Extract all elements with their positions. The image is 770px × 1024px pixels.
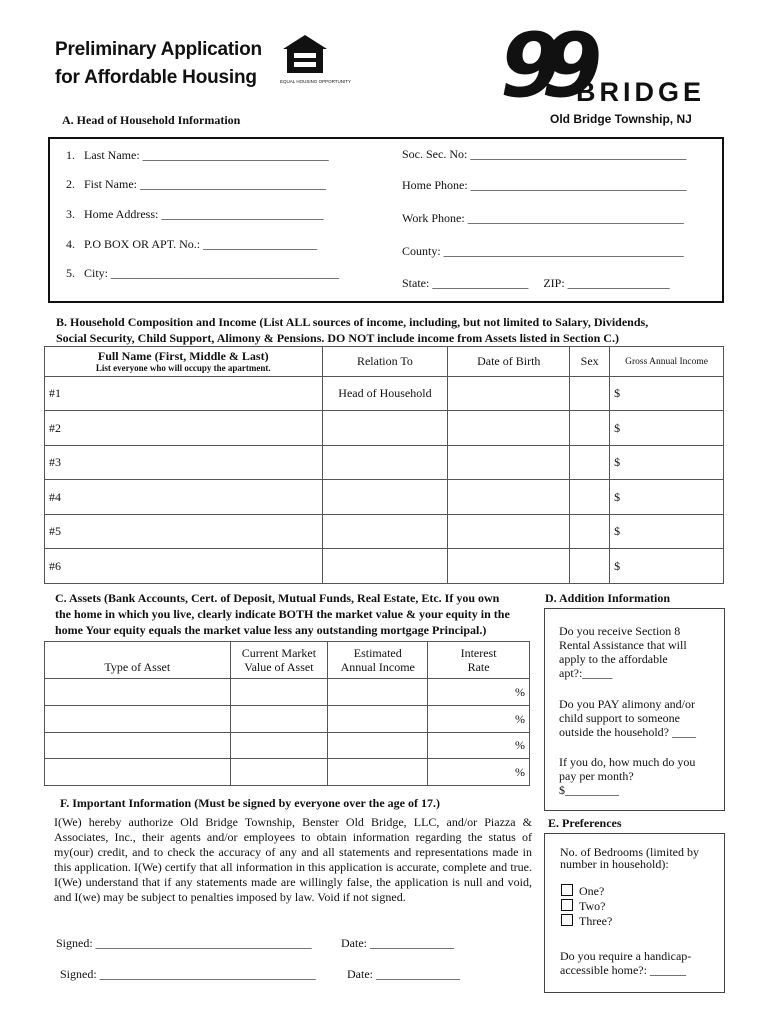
section-e-heading: E. Preferences — [548, 816, 622, 830]
table-row: % — [45, 679, 530, 706]
po-box-field[interactable]: 4. P.O BOX OR APT. No.: ___________________ — [66, 237, 318, 251]
page-title: Preliminary Application for Affordable Housing — [55, 39, 262, 88]
assets-table — [44, 641, 530, 786]
table-row: #3 $ — [45, 446, 724, 480]
signature-line-1[interactable]: Signed: ____________________________________ — [56, 936, 312, 950]
section-b-heading: B. Household Composition and Income (List ALL sources of income, including, but not limited to Salary, Dividends, Social Security, Child Support, Alimony & Pensions. DO NOT include income from Assets listed in Section C.) — [56, 315, 649, 345]
state-zip-field[interactable]: State: ________________ ZIP: _________________ — [402, 276, 670, 290]
section8-question[interactable]: Do you receive Section 8 Rental Assistance that will apply to the affordable apt?:_____ — [559, 624, 687, 680]
work-phone-field[interactable]: Work Phone: ____________________________________ — [402, 211, 684, 225]
equal-housing-icon: EQUAL HOUSING OPPORTUNITY — [280, 33, 330, 85]
section-c-heading: C. Assets (Bank Accounts, Cert. of Deposit, Mutual Funds, Real Estate, Etc. If you own the home in which you live, clearly indicate BOTH the market value & your equity in the home Your equity equals the market value less any outstanding mortgage Principal.) — [55, 591, 510, 637]
col-relation: Relation To — [322, 347, 448, 377]
first-name-field[interactable]: 2. Fist Name: _______________________________ — [66, 177, 326, 191]
township-label: Old Bridge Township, NJ — [550, 112, 692, 126]
option-three[interactable]: Three? — [561, 914, 612, 929]
authorization-text: I(We) hereby authorize Old Bridge Township, Benster Old Bridge, LLC, and/or Piazza & Associates, Inc., their agents and/or employees to obtain information regarding the status of my(our) credit, and to check the accuracy of any and all statements and representations made in this application. I(We) certify that all information in this application is accurate, complete and true. I(We) understand that if any statements made are willingly false, the application is null and void, and I(we) may be subject to penalties imposed by law. Void if not signed. — [54, 815, 532, 904]
city-field[interactable]: 5. City: ______________________________________ — [66, 266, 340, 280]
handicap-question[interactable]: Do you require a handicap- accessible home?: ______ — [560, 949, 692, 977]
col-market-value: Current Market Value of Asset — [230, 642, 328, 679]
monthly-payment-question[interactable]: If you do, how much do you pay per month? $_________ — [559, 755, 696, 797]
household-table — [44, 346, 724, 584]
ssn-field[interactable]: Soc. Sec. No: ____________________________________ — [402, 147, 687, 161]
table-row: % — [45, 706, 530, 733]
section-f-heading: F. Important Information (Must be signed by everyone over the age of 17.) — [60, 796, 440, 810]
old-bridge-logo: 99 BRIDGE — [500, 14, 706, 117]
table-row: #5 $ — [45, 515, 724, 549]
table-row: % — [45, 759, 530, 786]
table-row: % — [45, 733, 530, 759]
home-phone-field[interactable]: Home Phone: ____________________________________ — [402, 178, 687, 192]
checkbox-icon[interactable] — [561, 884, 573, 896]
col-sex: Sex — [570, 347, 610, 377]
checkbox-icon[interactable] — [561, 899, 573, 911]
date-line-1[interactable]: Date: ______________ — [341, 936, 454, 950]
col-income: Gross Annual Income — [610, 347, 724, 377]
col-annual-income: Estimated Annual Income — [328, 642, 428, 679]
home-address-field[interactable]: 3. Home Address: ___________________________ — [66, 207, 324, 221]
alimony-question[interactable]: Do you PAY alimony and/or child support to someone outside the household? ____ — [559, 697, 696, 739]
table-row: #4 $ — [45, 480, 724, 515]
bedroom-options — [561, 884, 612, 929]
section-d-heading: D. Addition Information — [545, 591, 671, 605]
col-dob: Date of Birth — [448, 347, 570, 377]
table-row: #6 $ — [45, 549, 724, 584]
option-one[interactable]: One? — [561, 884, 612, 899]
last-name-field[interactable]: 1. Last Name: _______________________________ — [66, 148, 329, 162]
bedrooms-question: No. of Bedrooms (limited by number in household): — [560, 845, 699, 871]
signature-line-2[interactable]: Signed: ____________________________________ — [60, 967, 316, 981]
col-interest-rate: Interest Rate — [428, 642, 530, 679]
checkbox-icon[interactable] — [561, 914, 573, 926]
col-asset-type: Type of Asset — [45, 642, 231, 679]
date-line-2[interactable]: Date: ______________ — [347, 967, 460, 981]
table-row: #1 Head of Household $ — [45, 377, 724, 411]
table-row: #2 $ — [45, 411, 724, 446]
section-a-heading: A. Head of Household Information — [62, 113, 241, 127]
col-full-name: Full Name (First, Middle & Last) List everyone who will occupy the apartment. — [45, 347, 323, 377]
county-field[interactable]: County: ________________________________________ — [402, 244, 684, 258]
option-two[interactable]: Two? — [561, 899, 612, 914]
